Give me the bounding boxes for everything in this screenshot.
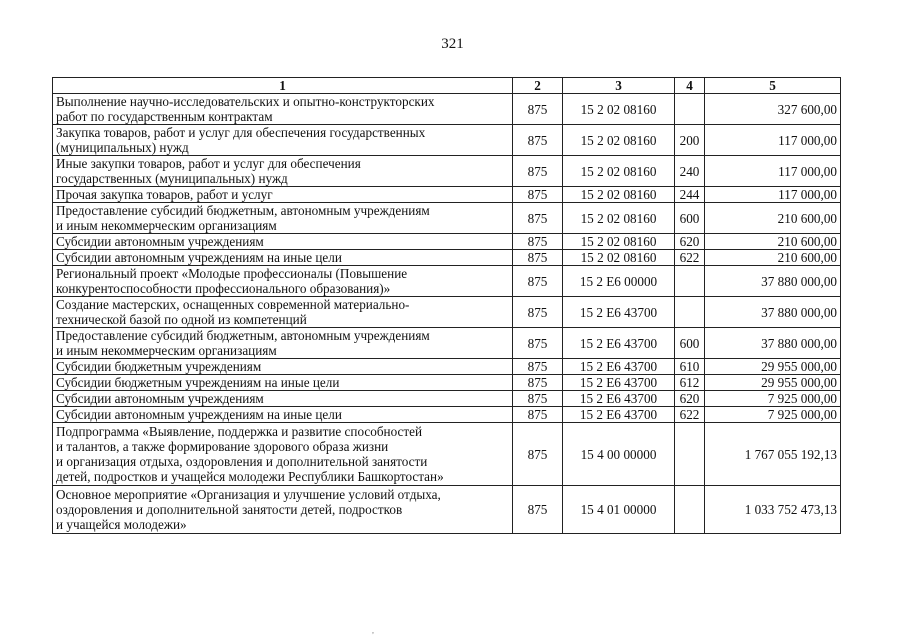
row-name-cell: Субсидии автономным учреждениям на иные цели: [53, 407, 513, 423]
row-expense-type-cell: [675, 423, 705, 486]
table-row: [53, 391, 841, 407]
table-row: [53, 266, 841, 297]
row-amount-cell: 37 880 000,00: [705, 297, 841, 328]
table-row: [53, 250, 841, 266]
row-target-article-cell: 15 4 00 00000: [563, 423, 675, 486]
row-name-cell: Иные закупки товаров, работ и услуг для обеспечения государственных (муниципальных) нужд: [53, 156, 513, 187]
column-header-amount: 5: [705, 78, 841, 94]
row-expense-type-cell: 612: [675, 375, 705, 391]
row-name-cell: Создание мастерских, оснащенных современной материально- технической базой по одной из компетенций: [53, 297, 513, 328]
row-amount-cell: 210 600,00: [705, 250, 841, 266]
row-amount-cell: 37 880 000,00: [705, 328, 841, 359]
column-header-expense-type: 4: [675, 78, 705, 94]
row-department-cell: 875: [513, 375, 563, 391]
row-amount-cell: 117 000,00: [705, 125, 841, 156]
row-amount-cell: 210 600,00: [705, 234, 841, 250]
row-expense-type-cell: 200: [675, 125, 705, 156]
row-name-cell: Прочая закупка товаров, работ и услуг: [53, 187, 513, 203]
row-expense-type-cell: 622: [675, 407, 705, 423]
row-target-article-cell: 15 2 02 08160: [563, 203, 675, 234]
table-row: [53, 94, 841, 125]
table-row: [53, 234, 841, 250]
row-department-cell: 875: [513, 234, 563, 250]
row-expense-type-cell: [675, 486, 705, 534]
row-target-article-cell: 15 2 Е6 00000: [563, 266, 675, 297]
row-amount-cell: 117 000,00: [705, 156, 841, 187]
row-expense-type-cell: [675, 266, 705, 297]
row-amount-cell: 1 767 055 192,13: [705, 423, 841, 486]
row-amount-cell: 210 600,00: [705, 203, 841, 234]
table-row: [53, 359, 841, 375]
row-target-article-cell: 15 2 02 08160: [563, 156, 675, 187]
row-target-article-cell: 15 2 02 08160: [563, 234, 675, 250]
row-name-cell: Субсидии бюджетным учреждениям на иные цели: [53, 375, 513, 391]
row-amount-cell: 7 925 000,00: [705, 407, 841, 423]
row-department-cell: 875: [513, 125, 563, 156]
budget-table: [52, 77, 841, 534]
column-header-target-article: 3: [563, 78, 675, 94]
row-expense-type-cell: 600: [675, 328, 705, 359]
table-row: [53, 203, 841, 234]
row-name-cell: Региональный проект «Молодые профессионалы (Повышение конкурентоспособности профессионального образования)»: [53, 266, 513, 297]
row-amount-cell: 1 033 752 473,13: [705, 486, 841, 534]
row-target-article-cell: 15 2 Е6 43700: [563, 391, 675, 407]
table-row: [53, 375, 841, 391]
row-target-article-cell: 15 2 02 08160: [563, 94, 675, 125]
row-name-cell: Основное мероприятие «Организация и улучшение условий отдыха, оздоровления и дополнительной занятости детей, подростков и учащейся молодежи»: [53, 486, 513, 534]
row-expense-type-cell: [675, 94, 705, 125]
row-amount-cell: 37 880 000,00: [705, 266, 841, 297]
row-department-cell: 875: [513, 94, 563, 125]
row-department-cell: 875: [513, 391, 563, 407]
row-target-article-cell: 15 2 Е6 43700: [563, 359, 675, 375]
column-header-department: 2: [513, 78, 563, 94]
row-expense-type-cell: 600: [675, 203, 705, 234]
row-name-cell: Субсидии автономным учреждениям: [53, 234, 513, 250]
row-department-cell: 875: [513, 423, 563, 486]
row-expense-type-cell: 244: [675, 187, 705, 203]
column-header-name: 1: [53, 78, 513, 94]
row-amount-cell: 117 000,00: [705, 187, 841, 203]
row-target-article-cell: 15 2 02 08160: [563, 250, 675, 266]
row-amount-cell: 7 925 000,00: [705, 391, 841, 407]
row-expense-type-cell: 240: [675, 156, 705, 187]
table-row: [53, 486, 841, 534]
table-row: [53, 125, 841, 156]
row-target-article-cell: 15 2 02 08160: [563, 187, 675, 203]
row-name-cell: Субсидии бюджетным учреждениям: [53, 359, 513, 375]
table-row: [53, 423, 841, 486]
row-target-article-cell: 15 2 02 08160: [563, 125, 675, 156]
row-target-article-cell: 15 2 Е6 43700: [563, 407, 675, 423]
row-department-cell: 875: [513, 250, 563, 266]
table-row: [53, 328, 841, 359]
scan-mark: ,: [372, 626, 374, 635]
row-target-article-cell: 15 2 Е6 43700: [563, 297, 675, 328]
table-row: [53, 156, 841, 187]
row-department-cell: 875: [513, 328, 563, 359]
row-department-cell: 875: [513, 486, 563, 534]
row-department-cell: 875: [513, 407, 563, 423]
row-name-cell: Субсидии автономным учреждениям: [53, 391, 513, 407]
row-target-article-cell: 15 2 Е6 43700: [563, 375, 675, 391]
row-expense-type-cell: 622: [675, 250, 705, 266]
page-number: 321: [441, 36, 464, 52]
row-department-cell: 875: [513, 359, 563, 375]
row-department-cell: 875: [513, 297, 563, 328]
row-department-cell: 875: [513, 203, 563, 234]
row-name-cell: Субсидии автономным учреждениям на иные цели: [53, 250, 513, 266]
table-header-row: [53, 78, 841, 94]
row-name-cell: Выполнение научно-исследовательских и опытно-конструкторских работ по государственным контрактам: [53, 94, 513, 125]
row-target-article-cell: 15 2 Е6 43700: [563, 328, 675, 359]
row-name-cell: Предоставление субсидий бюджетным, автономным учреждениям и иным некоммерческим организациям: [53, 203, 513, 234]
row-expense-type-cell: 620: [675, 234, 705, 250]
row-department-cell: 875: [513, 266, 563, 297]
row-department-cell: 875: [513, 187, 563, 203]
row-amount-cell: 29 955 000,00: [705, 375, 841, 391]
row-department-cell: 875: [513, 156, 563, 187]
row-amount-cell: 327 600,00: [705, 94, 841, 125]
row-expense-type-cell: [675, 297, 705, 328]
row-amount-cell: 29 955 000,00: [705, 359, 841, 375]
row-expense-type-cell: 620: [675, 391, 705, 407]
row-expense-type-cell: 610: [675, 359, 705, 375]
row-name-cell: Подпрограмма «Выявление, поддержка и развитие способностей и талантов, а также формирование здорового образа жизни и организация отдыха, оздоровления и дополнительной занятости детей, подростков и учащейся молодежи Республики Башкортостан»: [53, 423, 513, 486]
row-target-article-cell: 15 4 01 00000: [563, 486, 675, 534]
table-row: [53, 407, 841, 423]
row-name-cell: Предоставление субсидий бюджетным, автономным учреждениям и иным некоммерческим организациям: [53, 328, 513, 359]
table-row: [53, 297, 841, 328]
table-row: [53, 187, 841, 203]
row-name-cell: Закупка товаров, работ и услуг для обеспечения государственных (муниципальных) нужд: [53, 125, 513, 156]
